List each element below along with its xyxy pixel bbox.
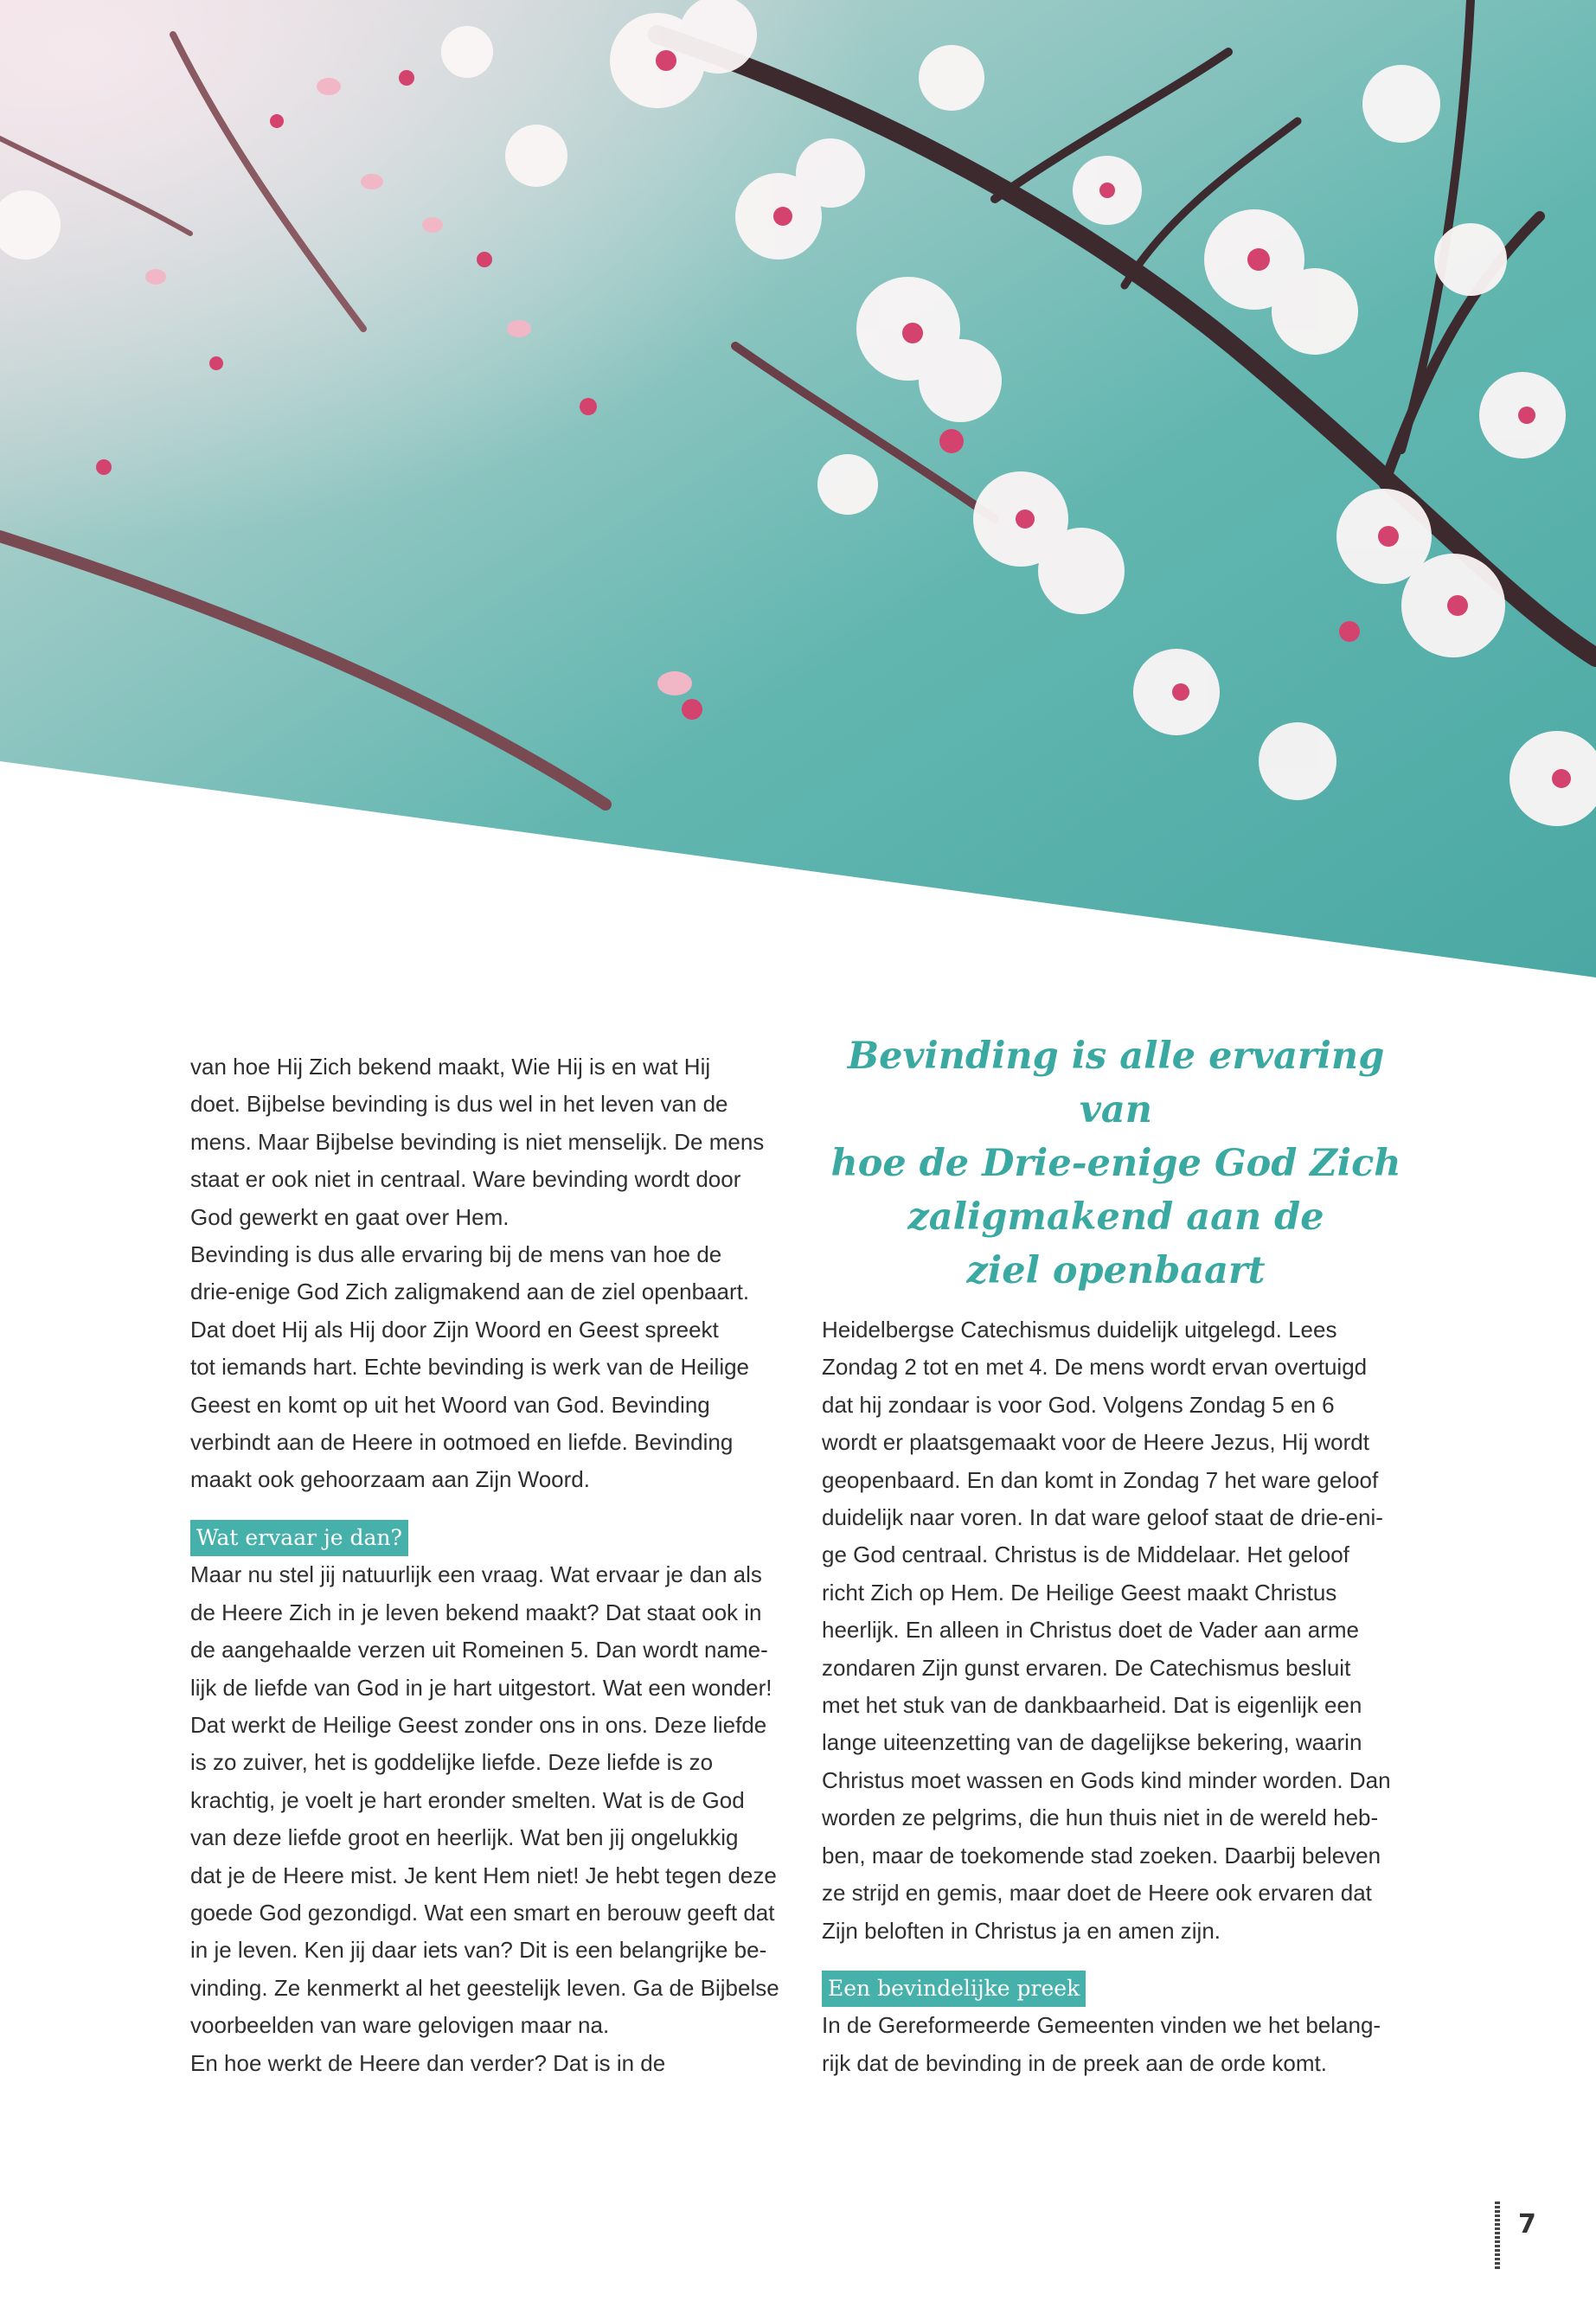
pull-quote (813, 1029, 1419, 1298)
text-line: de Heere Zich in je leven bekend maakt? Dat staat ook in (190, 1599, 762, 1625)
cherry-blossom-icon (0, 0, 1596, 986)
text-line: doet. Bijbelse bevinding is dus wel in het leven van de (190, 1091, 728, 1118)
text-line: vinding. Ze kenmerkt al het geestelijk leven. Ga de Bijbelse (190, 1974, 779, 2001)
page-number: 7 (1518, 2209, 1536, 2240)
left-paragraph-2 (190, 1236, 796, 1499)
text-line: Geest en komt op uit het Woord van God. Bevinding (190, 1391, 710, 1418)
hero-photo (0, 0, 1596, 986)
text-line: goede God gezondigd. Wat een smart en berouw geeft dat (190, 1899, 775, 1926)
section-heading-wat-ervaar: Wat ervaar je dan? (190, 1520, 408, 1556)
text-line: is zo zuiver, het is goddelijke liefde. Deze liefde is zo (190, 1749, 714, 1776)
text-line: lange uiteenzetting van de dagelijkse bekering, waarin (822, 1729, 1362, 1756)
text-line: Zondag 2 tot en met 4. De mens wordt ervan overtuigd (822, 1354, 1368, 1381)
text-line: zondaren Zijn gunst ervaren. De Catechismus besluit (822, 1654, 1351, 1681)
section-heading-bevindelijke-preek: Een bevindelijke preek (822, 1971, 1086, 2007)
page-number-divider (1495, 2202, 1500, 2271)
left-paragraph-4 (190, 2045, 796, 2082)
text-line: Maar nu stel jij natuurlijk een vraag. Wat ervaar je dan als (190, 1561, 762, 1588)
text-line: krachtig, je voelt je hart eronder smelten. Wat is de God (190, 1786, 745, 1813)
text-line: ben, maar de toekomende stad zoeken. Daarbij beleven (822, 1842, 1381, 1868)
text-line: ze strijd en gemis, maar doet de Heere ook ervaren dat (822, 1880, 1372, 1907)
right-paragraph-1 (822, 1311, 1393, 1950)
text-line: En hoe werkt de Heere dan verder? Dat is in de (190, 2049, 666, 2076)
text-line: duidelijk naar voren. In dat ware geloof staat de drie-eni- (822, 1504, 1383, 1531)
text-line: rijk dat de bevinding in de preek aan de orde komt. (822, 2049, 1327, 2076)
text-line: mens. Maar Bijbelse bevinding is niet menselijk. De mens (190, 1128, 765, 1155)
left-paragraph-1 (190, 1048, 796, 1236)
text-line: Dat doet Hij als Hij door Zijn Woord en Geest spreekt (190, 1316, 719, 1343)
left-paragraph-3 (190, 1556, 796, 2044)
text-line: dat je de Heere mist. Je kent Hem niet! Je hebt tegen deze (190, 1862, 777, 1888)
pull-quote-line: zaligmakend aan de (907, 1195, 1324, 1239)
text-line: van deze liefde groot en heerlijk. Wat ben jij ongelukkig (190, 1824, 739, 1851)
pull-quote-line: hoe de Drie-enige God Zich (830, 1142, 1401, 1185)
text-line: lijk de liefde van God in je hart uitgestort. Wat een wonder! (190, 1674, 772, 1701)
text-line: staat er ook niet in centraal. Ware bevinding wordt door (190, 1166, 741, 1193)
text-line: Zijn beloften in Christus ja en amen zijn. (822, 1917, 1221, 1944)
text-line: worden ze pelgrims, die hun thuis niet in de wereld heb- (822, 1804, 1379, 1831)
text-line: Bevinding is dus alle ervaring bij de mens van hoe de (190, 1241, 722, 1268)
left-column (190, 1048, 796, 2082)
text-line: Christus moet wassen en Gods kind minder worden. Dan (822, 1766, 1391, 1793)
text-line: ge God centraal. Christus is de Middelaar. Het geloof (822, 1541, 1349, 1568)
pull-quote-line: ziel openbaart (966, 1249, 1266, 1292)
text-line: tot iemands hart. Echte bevinding is werk van de Heilige (190, 1354, 750, 1381)
text-line: wordt er plaatsgemaakt voor de Heere Jezus, Hij wordt (822, 1429, 1369, 1456)
text-line: maakt ook gehoorzaam aan Zijn Woord. (190, 1466, 590, 1493)
text-line: verbindt aan de Heere in ootmoed en liefde. Bevinding (190, 1429, 734, 1456)
text-line: de aangehaalde verzen uit Romeinen 5. Dan wordt name- (190, 1637, 768, 1663)
text-line: Heidelbergse Catechismus duidelijk uitgelegd. Lees (822, 1317, 1337, 1343)
text-line: geopenbaard. En dan komt in Zondag 7 het ware geloof (822, 1466, 1379, 1493)
text-line: in je leven. Ken jij daar iets van? Dit is een belangrijke be- (190, 1937, 767, 1964)
text-line: dat hij zondaar is voor God. Volgens Zondag 5 en 6 (822, 1391, 1335, 1418)
text-line: van hoe Hij Zich bekend maakt, Wie Hij is en wat Hij (190, 1054, 711, 1080)
text-line: Dat werkt de Heilige Geest zonder ons in ons. Deze liefde (190, 1711, 767, 1738)
text-line: richt Zich op Hem. De Heilige Geest maakt Christus (822, 1579, 1337, 1606)
text-line: voorbeelden van ware gelovigen maar na. (190, 2012, 610, 2039)
text-line: met het stuk van de dankbaarheid. Dat is eigenlijk een (822, 1692, 1362, 1719)
text-line: heerlijk. En alleen in Christus doet de Vader aan arme (822, 1617, 1359, 1644)
text-line: In de Gereformeerde Gemeenten vinden we het belang- (822, 2012, 1381, 2039)
pull-quote-line: Bevinding is alle ervaring van (847, 1035, 1385, 1131)
text-line: God gewerkt en gaat over Hem. (190, 1203, 510, 1230)
text-line: drie-enige God Zich zaligmakend aan de ziel openbaart. (190, 1279, 750, 1305)
right-column (822, 1311, 1393, 2082)
right-paragraph-2 (822, 2007, 1393, 2082)
